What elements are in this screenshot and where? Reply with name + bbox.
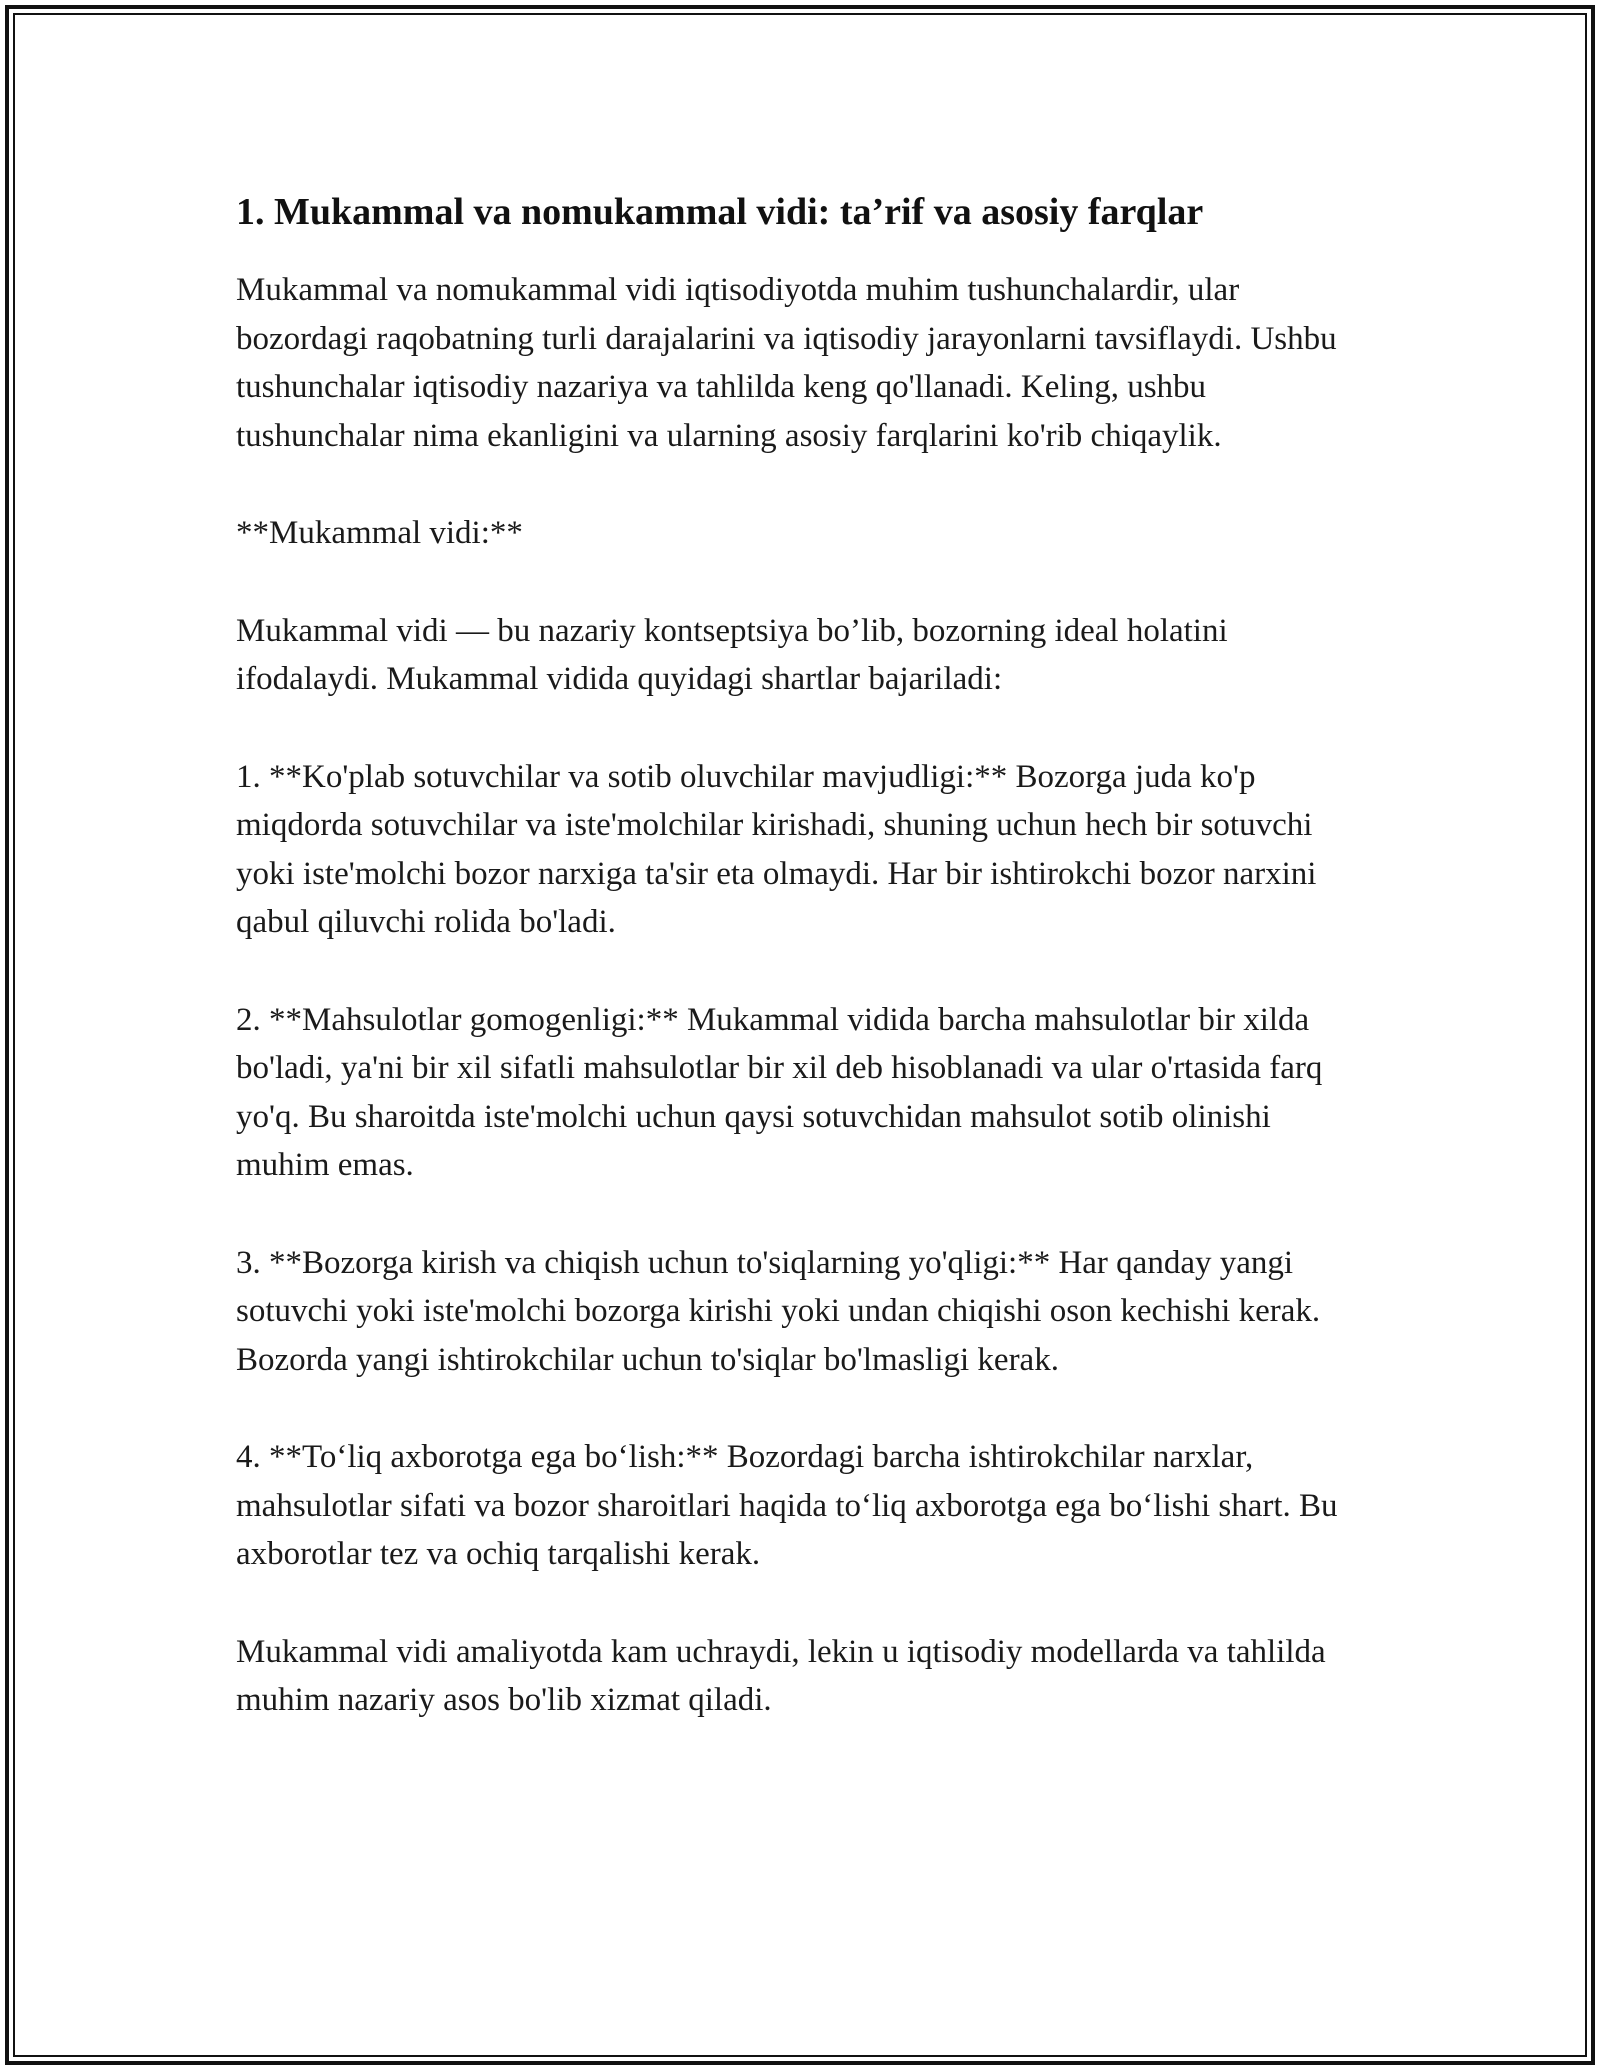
intro-paragraph: Mukammal va nomukammal vidi iqtisodiyotda muhim tushunchalardir, ular bozordagi raqobatning turli darajalarini va iqtisodiy jarayonlarni tavsiflaydi. Ushbu tushunchalar iqtisodiy nazariya va tahlilda keng qo'llanadi. Keling, ushbu tushunchalar nima ekanligini va ularning asosiy farqlarini ko'rib chiqaylik. [236, 272, 1337, 454]
section-heading: 1. Mukammal va nomukammal vidi: ta’rif va asosiy farqlar [236, 191, 1204, 233]
conclusion-paragraph: Mukammal vidi amaliyotda kam uchraydi, lekin u iqtisodiy modellarda va tahlilda muhim nazariy asos bo'lib xizmat qiladi. [236, 1633, 1326, 1718]
condition-item-2: 2. **Mahsulotlar gomogenligi:** Mukammal vidida barcha mahsulotlar bir xilda bo'ladi, ya'ni bir xil sifatli mahsulotlar bir xil deb hisoblanadi va ular o'rtasida farq yo'q. Bu sharoitda iste'molchi uchun qaysi sotuvchidan mahsulot sotib olinishi muhim emas. [236, 1001, 1323, 1183]
subheading-perfect: **Mukammal vidi:** [236, 515, 523, 551]
condition-item-1: 1. **Ko'plab sotuvchilar va sotib oluvchilar mavjudligi:** Bozorga juda ko'p miqdorda sotuvchilar va iste'molchilar kirishadi, shuning uchun hech bir sotuvchi yoki iste'molchi bozor narxiga ta'sir eta olmaydi. Har bir ishtirokchi bozor narxini qabul qiluvchi rolida bo'ladi. [236, 758, 1317, 940]
definition-paragraph: Mukammal vidi — bu nazariy kontseptsiya bo’lib, bozorning ideal holatini ifodalaydi. Mukammal vidida quyidagi shartlar bajariladi: [236, 612, 1228, 697]
condition-item-4: 4. **To‘liq axborotga ega bo‘lish:** Bozordagi barcha ishtirokchilar narxlar, mahsulotlar sifati va bozor sharoitlari haqida to‘liq axborotga ega bo‘lishi shart. Bu axborotlar tez va ochiq tarqalishi kerak. [236, 1439, 1338, 1572]
document-body [236, 186, 1366, 1774]
condition-item-3: 3. **Bozorga kirish va chiqish uchun to'siqlarning yo'qligi:** Har qanday yangi sotuvchi yoki iste'molchi bozorga kirishi yoki undan chiqishi oson kechishi kerak. Bozorda yangi ishtirokchilar uchun to'siqlar bo'lmasligi kerak. [236, 1244, 1321, 1378]
